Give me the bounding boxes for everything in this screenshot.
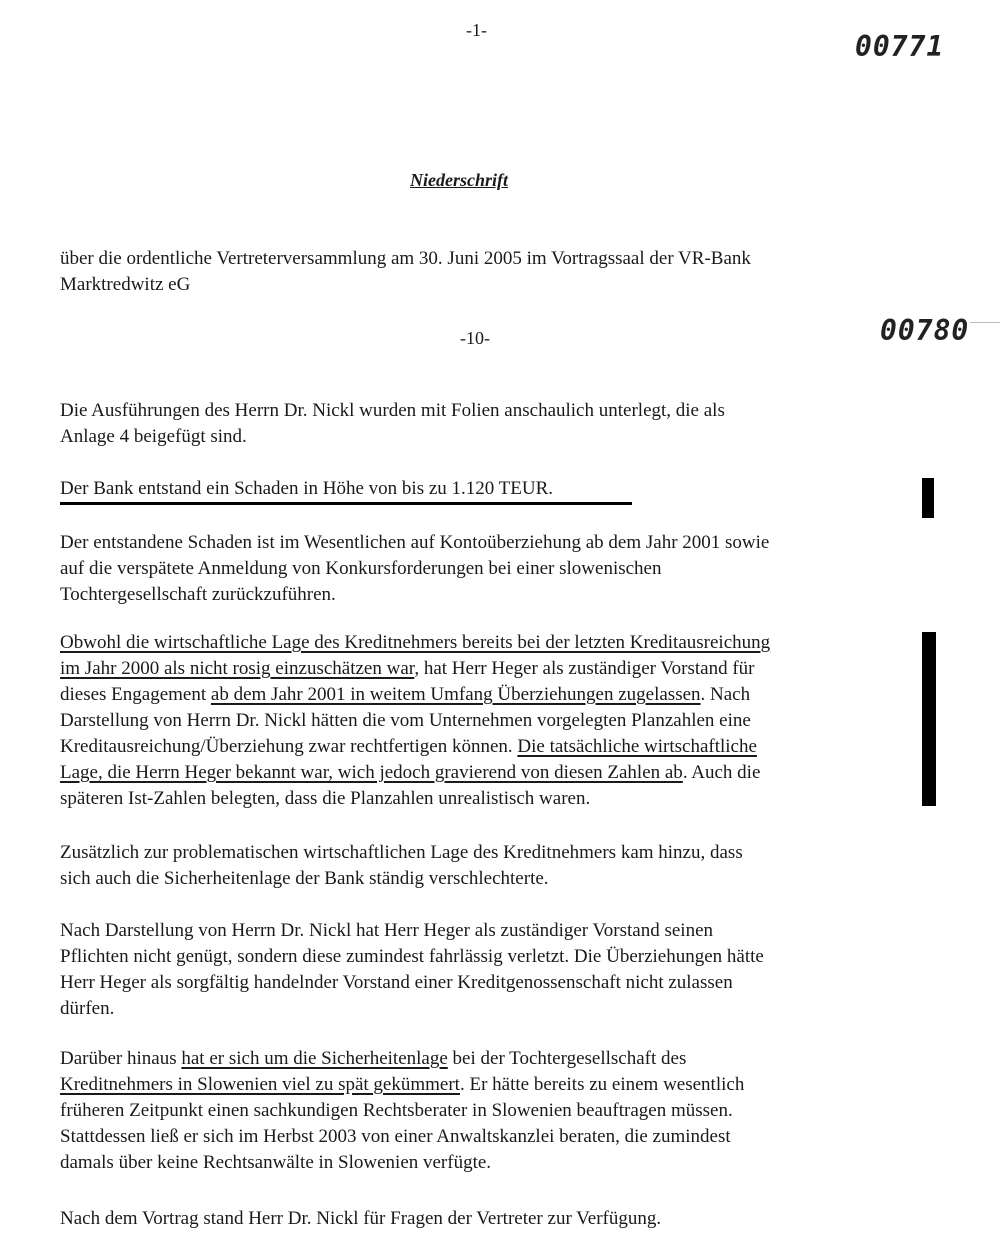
underlined-phrase: im Jahr 2000 als nicht rosig einzuschätzen war bbox=[60, 658, 415, 679]
paragraph-damage-amount bbox=[60, 476, 553, 502]
text-line bbox=[60, 682, 770, 708]
paragraph-damage-cause bbox=[60, 530, 769, 608]
intro-line: Marktredwitz eG bbox=[60, 274, 191, 295]
page-number-mid: -10- bbox=[460, 328, 490, 348]
paragraph-duties bbox=[60, 918, 764, 1022]
text-line: Nach Darstellung von Herrn Dr. Nickl hat Herr Heger als zuständiger Vorstand seinen bbox=[60, 920, 714, 941]
paragraph-economic-situation bbox=[60, 630, 770, 812]
text-fragment: . Er hätte bereits zu einem wesentlich bbox=[459, 1074, 745, 1095]
text-line: sich auch die Sicherheitenlage der Bank ständig verschlechterte. bbox=[60, 868, 549, 889]
text-line: Obwohl die wirtschaftliche Lage des Kreditnehmers bereits bei der letzten Kreditausreichung bbox=[60, 632, 771, 653]
underlined-phrase: ab dem Jahr 2001 in weitem Umfang Überziehungen zugelassen bbox=[210, 684, 701, 705]
text-line: Herr Heger als sorgfältig handelnder Vorstand einer Kreditgenossenschaft nicht zulassen bbox=[60, 972, 733, 993]
text-line: damals über keine Rechtsanwälte in Slowenien verfügte. bbox=[60, 1152, 492, 1173]
text-line: Anlage 4 beigefügt sind. bbox=[60, 426, 247, 447]
text-fragment: dieses Engagement bbox=[60, 684, 211, 705]
text-fragment: Kreditausreichung/Überziehung zwar rechtfertigen können. bbox=[60, 736, 518, 757]
text-fragment: . Nach bbox=[700, 684, 751, 705]
text-line: Die Ausführungen des Herrn Dr. Nickl wurden mit Folien anschaulich unterlegt, die als bbox=[60, 400, 725, 421]
paragraph-closing bbox=[60, 1206, 661, 1232]
underlined-phrase: Die tatsächliche wirtschaftliche bbox=[517, 736, 757, 757]
page-number-top: -1- bbox=[466, 20, 487, 40]
stamp-number-mid: 00780 bbox=[880, 314, 970, 347]
margin-bar bbox=[922, 478, 934, 518]
text-line bbox=[60, 760, 770, 786]
stamp-number-top: 00771 bbox=[855, 30, 945, 63]
paragraph-collateral bbox=[60, 840, 743, 892]
text-line: auf die verspätete Anmeldung von Konkursforderungen bei einer slowenischen bbox=[60, 558, 662, 579]
text-fragment: bei der Tochtergesellschaft des bbox=[447, 1048, 687, 1069]
text-line: Pflichten nicht genügt, sondern diese zumindest fahrlässig verletzt. Die Überziehungen hätte bbox=[60, 946, 764, 967]
intro-line: über die ordentliche Vertreterversammlung am 30. Juni 2005 im Vortragssaal der VR-Bank bbox=[60, 248, 751, 269]
text-line: Der Bank entstand ein Schaden in Höhe von bis zu 1.120 TEUR. bbox=[60, 478, 554, 499]
text-line: Der entstandene Schaden ist im Wesentlichen auf Kontoüberziehung ab dem Jahr 2001 sowie bbox=[60, 532, 770, 553]
text-line: Darstellung von Herrn Dr. Nickl hätten die vom Unternehmen vorgelegten Planzahlen eine bbox=[60, 710, 751, 731]
paragraph-presentation bbox=[60, 398, 725, 450]
document-title: Niederschrift bbox=[410, 170, 508, 190]
paragraph-slovenia bbox=[60, 1046, 744, 1176]
text-line: Stattdessen ließ er sich im Herbst 2003 von einer Anwaltskanzlei beraten, die zumindest bbox=[60, 1126, 731, 1147]
text-line: früheren Zeitpunkt einen sachkundigen Rechtsberater in Slowenien beauftragen müssen. bbox=[60, 1100, 733, 1121]
text-line: dürfen. bbox=[60, 998, 115, 1019]
text-fragment: , hat Herr Heger als zuständiger Vorstand für bbox=[414, 658, 755, 679]
underline-rule bbox=[60, 502, 632, 505]
margin-bar bbox=[922, 632, 936, 806]
text-fragment: . Auch die bbox=[682, 762, 761, 783]
text-fragment: Darüber hinaus bbox=[60, 1048, 182, 1069]
text-line: Tochtergesellschaft zurückzuführen. bbox=[60, 584, 336, 605]
underlined-phrase: hat er sich um die Sicherheitenlage bbox=[181, 1048, 448, 1069]
text-line bbox=[60, 1072, 744, 1098]
text-line bbox=[60, 1046, 744, 1072]
text-line: Nach dem Vortrag stand Herr Dr. Nickl für Fragen der Vertreter zur Verfügung. bbox=[60, 1208, 662, 1229]
text-line bbox=[60, 656, 770, 682]
text-line: späteren Ist-Zahlen belegten, dass die Planzahlen unrealistisch waren. bbox=[60, 788, 591, 809]
intro-paragraph bbox=[60, 246, 751, 298]
margin-tick-mark bbox=[970, 322, 1000, 323]
underlined-phrase: Lage, die Herrn Heger bekannt war, wich jedoch gravierend von diesen Zahlen ab bbox=[60, 762, 683, 783]
underlined-phrase: Kreditnehmers in Slowenien viel zu spät gekümmert bbox=[60, 1074, 460, 1095]
text-line: Zusätzlich zur problematischen wirtschaftlichen Lage des Kreditnehmers kam hinzu, dass bbox=[60, 842, 743, 863]
text-line bbox=[60, 734, 770, 760]
